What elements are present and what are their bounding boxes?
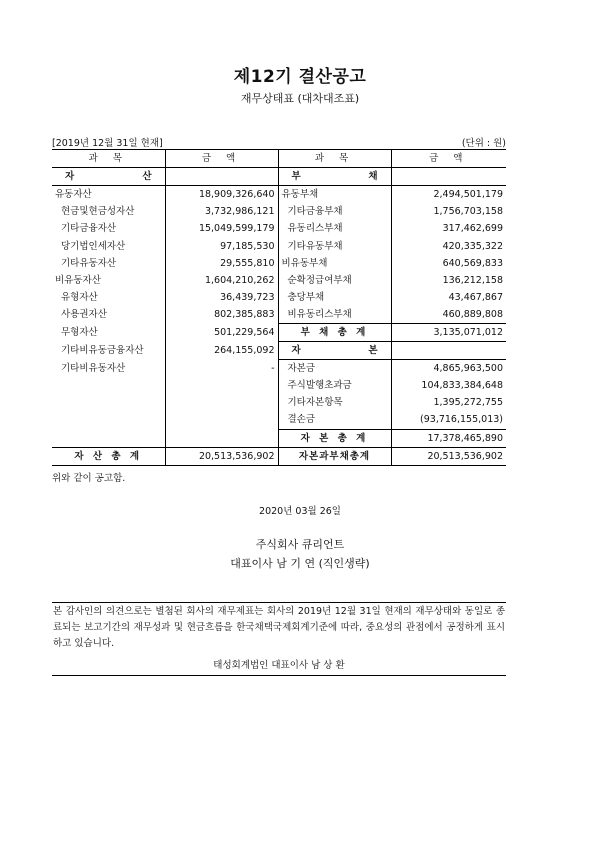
statement-meta [52,135,506,149]
table-row [52,377,506,394]
liabilities-total-label: 부 채 총 계 [278,323,391,341]
assets-total-label: 자 산 총 계 [52,447,165,465]
table-row-grand-total [52,447,506,465]
audit-opinion-text: 본 감사인의 의견으로는 별첨된 회사의 재무제표는 회사의 2019년 12월 31일 현재의 재무상태와 동일로 종료되는 보고기간의 재무성과 및 현금흐름을 한국채택국제회계기준에 따라, 중요성의 관점에서 공정하게 표시하고 있습니다. [53,606,505,649]
amount-value: 802,385,883 [165,306,278,324]
liabilities-total-value: 3,135,071,012 [391,323,506,341]
amount-value: 640,569,833 [391,255,506,272]
section-assets: 자 산 [52,168,165,186]
table-row [52,411,506,429]
amount-value: 2,494,501,179 [391,186,506,204]
table-header-row [52,150,506,168]
account-label: 기타비유동금융자산 [61,345,144,357]
assets-total-value: 20,513,536,902 [165,447,278,465]
amount-value: 104,833,384,648 [391,377,506,394]
auditor-signature: 태성회계법인 대표이사 남 상 환 [213,660,345,671]
liabilities-equity-total-label: 자본과부채총계 [278,447,391,465]
amount-value: 43,467,867 [391,289,506,306]
table-row [52,360,506,378]
announcement-note: 위와 같이 공고함. [52,473,126,484]
col-header-amount-left: 금 액 [165,150,278,168]
section-equity: 자 본 [278,342,391,360]
equity-total-value: 17,378,465,890 [391,429,506,447]
account-label: 충당부채 [278,289,391,306]
table-row-equity-header [52,342,506,360]
representative: 대표이사 남 기 연 (직인생략) [230,557,370,570]
account-label: 비유동부채 [278,255,391,272]
amount-value: 36,439,723 [165,289,278,306]
table-row-equity-total [52,429,506,447]
table-row [52,289,506,306]
account-label: 주식발행초과금 [278,377,391,394]
amount-value: 420,335,322 [391,237,506,254]
table-row [52,306,506,324]
section-liabilities: 부 채 [278,168,391,186]
account-label: 무형자산 [61,326,98,338]
account-label: 현금및현금성자산 [61,206,135,218]
account-label: 기타유동부채 [278,237,391,254]
audit-opinion-box [52,602,506,676]
table-row [52,255,506,272]
section-header-row [52,168,506,186]
account-label: 유동부채 [278,186,391,204]
page-subtitle: 재무상태표 (대차대조표) [240,92,360,105]
amount-value: 501,229,564 [165,323,278,341]
equity-total-label: 자 본 총 계 [278,429,391,447]
amount-value: 1,756,703,158 [391,203,506,220]
account-label: 유동자산 [55,189,92,201]
table-row [52,186,506,204]
liabilities-equity-total-value: 20,513,536,902 [391,447,506,465]
balance-sheet-table [52,149,506,466]
account-label: 당기법인세자산 [61,240,126,252]
account-label: 기타금융부채 [278,203,391,220]
account-label: 자본금 [278,360,391,378]
amount-value: 264,155,092 [165,342,278,360]
table-row [52,272,506,289]
account-label: 결손금 [278,411,391,429]
amount-value: 3,732,986,121 [165,203,278,220]
account-label: 비유동리스부채 [278,306,391,324]
account-label: 유형자산 [61,291,98,303]
account-label: 기타유동자산 [61,257,117,269]
account-label: 사용권자산 [61,309,107,321]
amount-value: 97,185,530 [165,237,278,254]
amount-value: - [165,360,278,378]
account-label: 비유동자산 [55,274,101,286]
amount-value: (93,716,155,013) [391,411,506,429]
account-label: 기타비유동자산 [61,362,126,374]
amount-value: 1,604,210,262 [165,272,278,289]
table-row [52,203,506,220]
amount-value: 18,909,326,640 [165,186,278,204]
company-name: 주식회사 큐리언트 [255,538,345,551]
amount-value: 29,555,810 [165,255,278,272]
as-of-date: [2019년 12월 31일 현재] [52,138,163,149]
table-row [52,394,506,411]
table-row [52,237,506,254]
account-label: 순확정급여부채 [278,272,391,289]
account-label: 유동리스부채 [278,220,391,237]
page-title: 제12기 결산공고 [233,67,367,87]
col-header-amount-right: 금 액 [391,150,506,168]
amount-value: 15,049,599,179 [165,220,278,237]
amount-value: 460,889,808 [391,306,506,324]
amount-value: 136,212,158 [391,272,506,289]
announcement-date: 2020년 03월 26일 [259,506,341,517]
col-header-account-left: 과 목 [52,150,165,168]
amount-value: 1,395,272,755 [391,394,506,411]
amount-value: 317,462,699 [391,220,506,237]
amount-value: 4,865,963,500 [391,360,506,378]
account-label: 기타자본항목 [278,394,391,411]
unit-label: (단위 : 원) [461,138,506,149]
table-row [52,220,506,237]
table-row-liabilities-total [52,323,506,341]
account-label: 기타금융자산 [61,223,117,235]
col-header-account-right: 과 목 [278,150,391,168]
